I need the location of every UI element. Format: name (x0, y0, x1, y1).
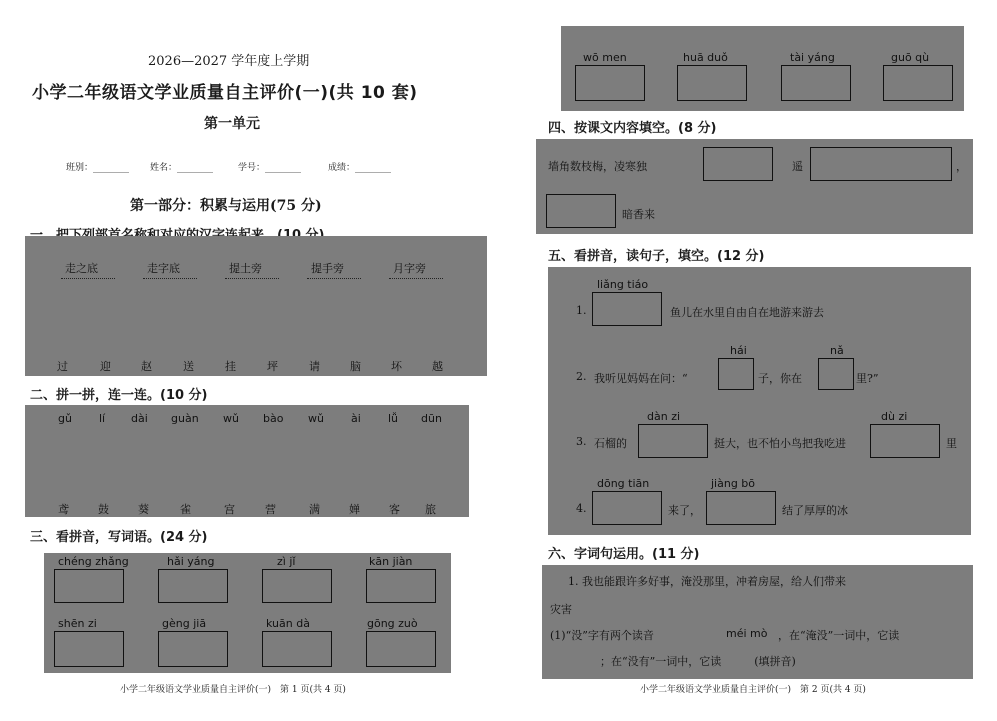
info-field-name: 姓名：________ (150, 163, 214, 173)
q4-line2: 暗香来 (622, 208, 655, 221)
q3-pinyin: zì jǐ (277, 555, 296, 568)
q2-char: 满 (309, 503, 320, 516)
q2-pinyin: dūn (421, 412, 442, 425)
q6-panel (542, 565, 973, 679)
q4-heading: 四、按课文内容填空。(8 分) (548, 121, 717, 136)
q2-char: 雀 (180, 503, 191, 516)
q2-panel (25, 405, 469, 517)
q3-pinyin: kuān dà (266, 617, 310, 630)
q5-s2-text-a: 我听见妈妈在问：“ (594, 372, 688, 385)
q4-blank-2[interactable] (810, 147, 952, 181)
q6-line3-a: (1)“没”字有两个读音 (550, 629, 654, 642)
top-answer-box[interactable] (575, 65, 645, 101)
q5-s3-box-1[interactable] (638, 424, 708, 458)
q4-line1-a: 墙角数枝梅，凌寒独 (548, 160, 647, 173)
top-pinyin: wō men (583, 51, 627, 64)
q1-char: 脑 (350, 360, 361, 373)
q2-pinyin: gǔ (58, 412, 72, 425)
page2-footer: 小学二年级语文学业质量自主评价(一) 第 2 页(共 4 页) (640, 685, 866, 695)
unit-title: 第一单元 (204, 116, 260, 132)
top-answer-box[interactable] (781, 65, 851, 101)
q5-s2-box-1[interactable] (718, 358, 754, 390)
q3-pinyin: gōng zuò (367, 617, 418, 630)
q5-s3-text-a: 石榴的 (594, 437, 627, 450)
q3-answer-box[interactable] (54, 569, 124, 603)
q2-pinyin: guàn (171, 412, 199, 425)
q5-panel (548, 267, 971, 535)
q4-panel (536, 139, 973, 234)
q3-answer-box[interactable] (54, 631, 124, 667)
q2-char: 宫 (224, 503, 235, 516)
q3-panel (44, 553, 451, 673)
top-pinyin: guō qù (891, 51, 930, 64)
q2-pinyin: wǔ (308, 412, 324, 425)
q2-pinyin: lí (99, 412, 106, 425)
q3-pinyin: chéng zhǎng (58, 555, 129, 568)
q5-s4-num: 4. (576, 502, 587, 515)
q4-line1-c: ， (956, 160, 967, 173)
q5-s4-text-a: 来了， (668, 504, 701, 517)
q1-char: 越 (432, 360, 443, 373)
radical-5: 月字旁 (393, 262, 426, 275)
top-answer-box[interactable] (677, 65, 747, 101)
q5-s2-box-2[interactable] (818, 358, 854, 390)
q5-s3-box-2[interactable] (870, 424, 940, 458)
q2-pinyin: bào (263, 412, 284, 425)
q1-char: 请 (309, 360, 320, 373)
q3-pinyin: gèng jiā (162, 617, 207, 630)
q1-char: 坏 (391, 360, 402, 373)
q4-blank-1[interactable] (703, 147, 773, 181)
q6-line1: 1. 我也能跟许多好事，淹没那里，冲着房屋，给人们带来 (568, 575, 846, 588)
q2-pinyin: ài (351, 412, 361, 425)
q5-s3-text-c: 里 (946, 437, 957, 450)
q5-s2-text-b: 子，你在 (758, 372, 802, 385)
info-field-score: 成绩：________ (328, 163, 392, 173)
q5-s1-pinyin: liǎng tiáo (597, 278, 649, 291)
radical-2: 走字底 (147, 262, 180, 275)
q3-answer-box[interactable] (262, 569, 332, 603)
q6-line4: ；在“没有”一词中，它读 (填拼音) (600, 655, 796, 668)
q5-s1-text: 鱼儿在水里自由自在地游来游去 (670, 306, 824, 319)
q2-char: 鸢 (58, 503, 69, 516)
q3-pinyin: shēn zi (58, 617, 97, 630)
q3-answer-box[interactable] (158, 569, 228, 603)
q3-answer-box[interactable] (262, 631, 332, 667)
radical-1: 走之底 (65, 262, 98, 275)
q5-s3-text-b: 挺大，也不怕小鸟把我吃进 (714, 437, 846, 450)
q5-s1-box[interactable] (592, 292, 662, 326)
q5-s3-pinyin-1: dàn zi (647, 410, 681, 423)
q5-s4-box-1[interactable] (592, 491, 662, 525)
q3-answer-box[interactable] (158, 631, 228, 667)
q6-line2: 灾害 (550, 603, 572, 616)
q2-char: 旅 (425, 503, 436, 516)
q2-char: 营 (265, 503, 276, 516)
q2-char: 鼓 (98, 503, 109, 516)
q1-char: 过 (57, 360, 68, 373)
page1-footer: 小学二年级语文学业质量自主评价(一) 第 1 页(共 4 页) (120, 685, 346, 695)
info-field-class: 班别：________ (66, 163, 130, 173)
q1-char: 送 (183, 360, 194, 373)
q5-s3-pinyin-2: dù zi (881, 410, 908, 423)
top-pinyin-panel (561, 26, 964, 111)
q4-blank-3[interactable] (546, 194, 616, 228)
radical-3: 提土旁 (229, 262, 262, 275)
q5-s2-text-c: 里?” (856, 372, 879, 385)
radical-4: 提手旁 (311, 262, 344, 275)
q2-heading: 二、拼一拼，连一连。(10 分) (30, 388, 208, 403)
q4-line1-b: 遥 (792, 160, 803, 173)
q5-s3-num: 3. (576, 435, 587, 448)
q6-line3-b: ，在“淹没”一词中，它读 (778, 629, 900, 642)
q2-pinyin: dài (131, 412, 148, 425)
info-field-id: 学号：________ (238, 163, 302, 173)
q6-line3-pinyin: méi mò (726, 627, 768, 640)
q5-s4-pinyin-2: jiàng bō (711, 477, 756, 490)
q2-char: 婵 (349, 503, 360, 516)
q2-char: 葵 (138, 503, 149, 516)
q3-answer-box[interactable] (366, 569, 436, 603)
q5-s1-num: 1. (576, 304, 587, 317)
part-title: 第一部分：积累与运用(75 分) (130, 198, 322, 214)
q1-char: 坪 (267, 360, 278, 373)
q5-s4-text-b: 结了厚厚的冰 (782, 504, 848, 517)
top-pinyin: huā duǒ (683, 51, 728, 64)
q5-s4-box-2[interactable] (706, 491, 776, 525)
q5-s2-num: 2. (576, 370, 587, 383)
top-pinyin: tài yáng (790, 51, 835, 64)
q1-char: 迎 (100, 360, 111, 373)
q3-pinyin: kān jiàn (369, 555, 413, 568)
q1-char: 挂 (225, 360, 236, 373)
q5-heading: 五、看拼音，读句子，填空。(12 分) (548, 249, 765, 264)
q3-pinyin: hǎi yáng (167, 555, 215, 568)
q3-answer-box[interactable] (366, 631, 436, 667)
top-answer-box[interactable] (883, 65, 953, 101)
q2-char: 客 (389, 503, 400, 516)
q5-s4-pinyin-1: dōng tiān (597, 477, 650, 490)
q5-s2-pinyin-2: nǎ (830, 344, 844, 357)
q2-pinyin: wǔ (223, 412, 239, 425)
q5-s2-pinyin-1: hái (730, 344, 747, 357)
school-year: 2026—2027 学年度上学期 (148, 54, 310, 69)
q2-pinyin: lǚ (388, 412, 399, 425)
q6-heading: 六、字词句运用。(11 分) (548, 547, 700, 562)
q1-panel (25, 236, 487, 376)
exam-title: 小学二年级语文学业质量自主评价(一)(共 10 套) (32, 83, 418, 103)
q3-heading: 三、看拼音，写词语。(24 分) (30, 530, 208, 545)
q1-char: 赵 (141, 360, 152, 373)
